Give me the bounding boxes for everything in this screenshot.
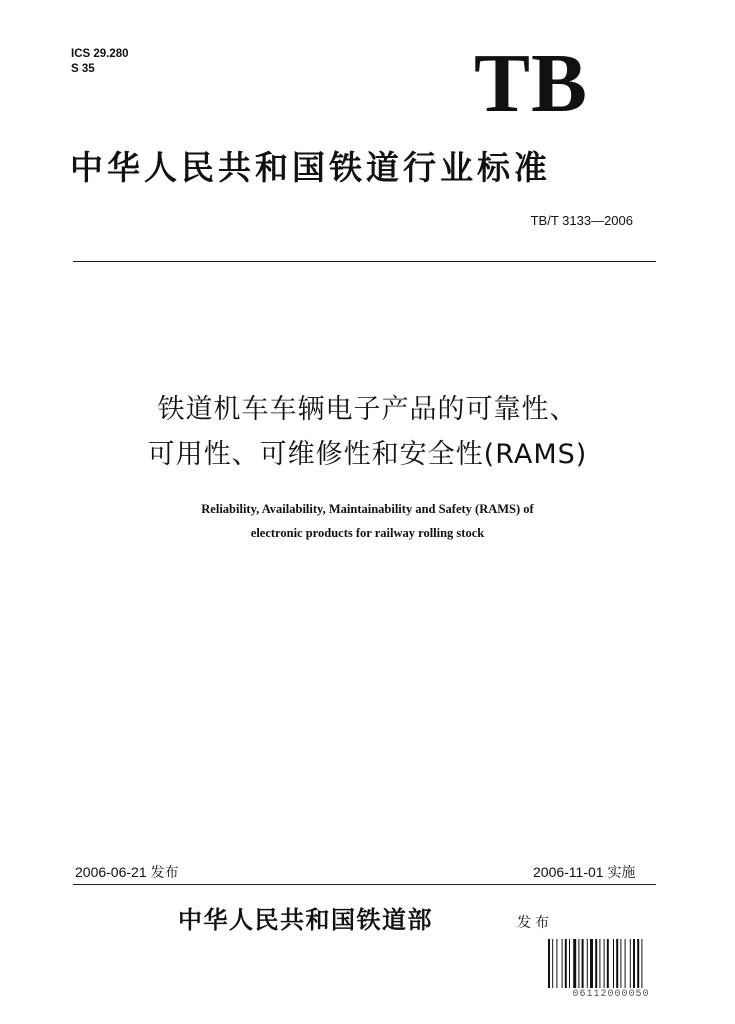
title-en-line1: Reliability, Availability, Maintainability and Safety (RAMS) of (201, 502, 534, 516)
barcode-bar (578, 939, 579, 988)
barcode-bar (582, 939, 584, 988)
barcode-bar (630, 939, 631, 988)
top-divider (73, 261, 656, 262)
barcode-bar (637, 939, 639, 988)
implement-date: 2006-11-01 实施 (533, 864, 636, 880)
barcode-bar (548, 939, 550, 988)
barcode-bar (604, 939, 605, 988)
barcode-bar (573, 939, 576, 988)
barcode-bar (587, 939, 588, 988)
barcode-bar (616, 939, 618, 988)
issuing-authority: 中华人民共和国铁道部 (178, 905, 433, 934)
title-cn-line1: 铁道机车车辆电子产品的可靠性、 (157, 394, 578, 425)
barcode-bar (613, 939, 614, 988)
barcode-bar (569, 939, 570, 988)
barcode-bar (607, 939, 609, 988)
ccs-code: S 35 (71, 63, 95, 75)
tb-logo: TB (474, 37, 589, 130)
barcode-bar (595, 939, 597, 988)
barcode-bar (556, 939, 557, 988)
title-cn-line2: 可用性、可维修性和安全性(RAMS) (147, 439, 588, 470)
standard-type-heading: 中华人民共和国铁道行业标准 (70, 148, 551, 187)
barcode-bar (625, 939, 626, 988)
ics-code: ICS 29.280 (71, 48, 129, 60)
title-en-line2: electronic products for railway rolling stock (250, 526, 485, 540)
barcode-bar (641, 939, 642, 988)
barcode-bar (633, 939, 635, 988)
barcode-bar (552, 939, 553, 988)
barcode-bar (620, 939, 621, 988)
classification-codes (71, 47, 129, 77)
barcode-number: 06112000050 (572, 989, 650, 1000)
bottom-divider (73, 884, 656, 885)
issuer-action: 发布 (517, 915, 553, 931)
barcode-bar (599, 939, 600, 988)
barcode-bar (590, 939, 593, 988)
issue-date: 2006-06-21 发布 (75, 864, 179, 880)
standard-code: TB/T 3133—2006 (530, 213, 633, 228)
barcode-bar (562, 939, 563, 988)
barcode-bar (565, 939, 567, 988)
barcode (546, 939, 676, 988)
